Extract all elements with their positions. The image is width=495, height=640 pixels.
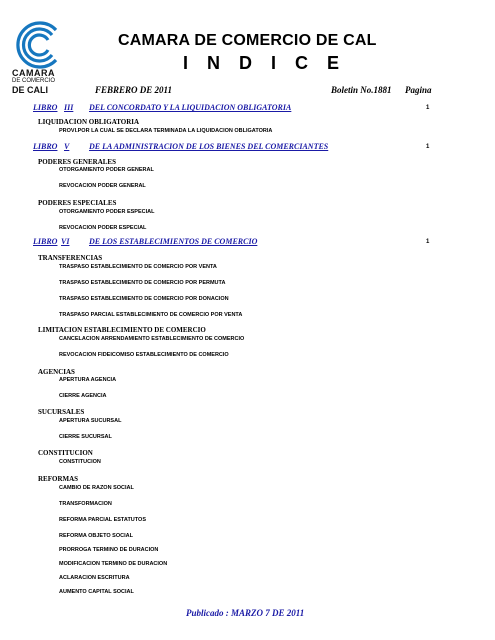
list-item: TRASPASO ESTABLECIMIENTO DE COMERCIO POR VENTA (59, 264, 217, 270)
section-transferencias: TRANSFERENCIAS (38, 254, 103, 262)
list-item: REFORMA OBJETO SOCIAL (59, 533, 133, 539)
list-item: APERTURA SUCURSAL (59, 418, 122, 424)
header-page-label: Pagina (405, 85, 432, 95)
list-item: CANCELACION ARRENDAMIENTO ESTABLECIMIENTO DE COMERCIO (59, 336, 245, 342)
list-item: TRANSFORMACION (59, 501, 112, 507)
section-constitucion: CONSTITUCION (38, 449, 93, 457)
logo-line3: DE CALI (12, 85, 48, 95)
logo-line1: CAMARA (12, 68, 55, 78)
libro-3-num[interactable]: III (64, 103, 74, 112)
section-agencias: AGENCIAS (38, 368, 75, 376)
list-item: PRORROGA TERMINO DE DURACION (59, 547, 159, 553)
logo-line2: DE COMERCIO (12, 78, 56, 84)
libro-6-label[interactable]: LIBRO (33, 237, 58, 246)
header-month: FEBRERO DE 2011 (95, 85, 173, 95)
camara-logo (10, 16, 76, 96)
list-item: TRASPASO ESTABLECIMIENTO DE COMERCIO POR PERMUTA (59, 280, 226, 286)
libro-6-num[interactable]: VI (61, 237, 70, 246)
list-item: AUMENTO CAPITAL SOCIAL (59, 589, 134, 595)
list-item: OTORGAMIENTO PODER GENERAL (59, 167, 154, 173)
libro-3-title[interactable]: DEL CONCORDATO Y LA LIQUIDACION OBLIGATORIA (89, 103, 292, 112)
list-item: ACLARACION ESCRITURA (59, 575, 130, 581)
list-item: REVOCACION FIDEICOMISO ESTABLECIMIENTO DE COMERCIO (59, 352, 229, 358)
footer-published: Publicado : MARZO 7 DE 2011 (186, 608, 305, 618)
section-poderes-generales: PODERES GENERALES (38, 158, 116, 166)
list-item: CONSTITUCION (59, 459, 101, 465)
libro-5-title[interactable]: DE LA ADMINISTRACION DE LOS BIENES DEL COMERCIANTES (89, 142, 329, 151)
section-poderes-especiales: PODERES ESPECIALES (38, 199, 117, 207)
list-item: MODIFICACION TERMINO DE DURACION (59, 561, 168, 567)
libro-6-page: 1 (426, 239, 430, 245)
list-item: TRASPASO ESTABLECIMIENTO DE COMERCIO POR DONACION (59, 296, 229, 302)
list-item: REFORMA PARCIAL ESTATUTOS (59, 517, 146, 523)
libro-3-label[interactable]: LIBRO (33, 103, 58, 112)
list-item: CAMBIO DE RAZON SOCIAL (59, 485, 134, 491)
list-item: REVOCACION PODER GENERAL (59, 183, 146, 189)
libro-5-page: 1 (426, 144, 430, 150)
page-subtitle: I N D I C E (183, 53, 347, 73)
page-title: CAMARA DE COMERCIO DE CAL (118, 32, 377, 49)
libro-5-label[interactable]: LIBRO (33, 142, 58, 151)
section-reformas: REFORMAS (38, 475, 79, 483)
list-item: CIERRE SUCURSAL (59, 434, 112, 440)
list-item: TRASPASO PARCIAL ESTABLECIMIENTO DE COMERCIO POR VENTA (59, 312, 243, 318)
list-item: APERTURA AGENCIA (59, 377, 117, 383)
section-sucursales: SUCURSALES (38, 408, 85, 416)
libro-3-page: 1 (426, 105, 430, 111)
header-bulletin: Boletin No.1881 (331, 85, 392, 95)
list-item: OTORGAMIENTO PODER ESPECIAL (59, 209, 155, 215)
libro-6-title[interactable]: DE LOS ESTABLECIMIENTOS DE COMERCIO (89, 237, 258, 246)
list-item: CIERRE AGENCIA (59, 393, 107, 399)
section-liquidacion: LIQUIDACION OBLIGATORIA (38, 118, 140, 126)
list-item: PROVI.POR LA CUAL SE DECLARA TERMINADA LA LIQUIDACION OBLIGATORIA (59, 128, 273, 134)
libro-5-num[interactable]: V (64, 142, 70, 151)
section-limitacion: LIMITACION ESTABLECIMIENTO DE COMERCIO (38, 326, 206, 334)
list-item: REVOCACION PODER ESPECIAL (59, 225, 147, 231)
camara-c-icon (10, 16, 76, 74)
